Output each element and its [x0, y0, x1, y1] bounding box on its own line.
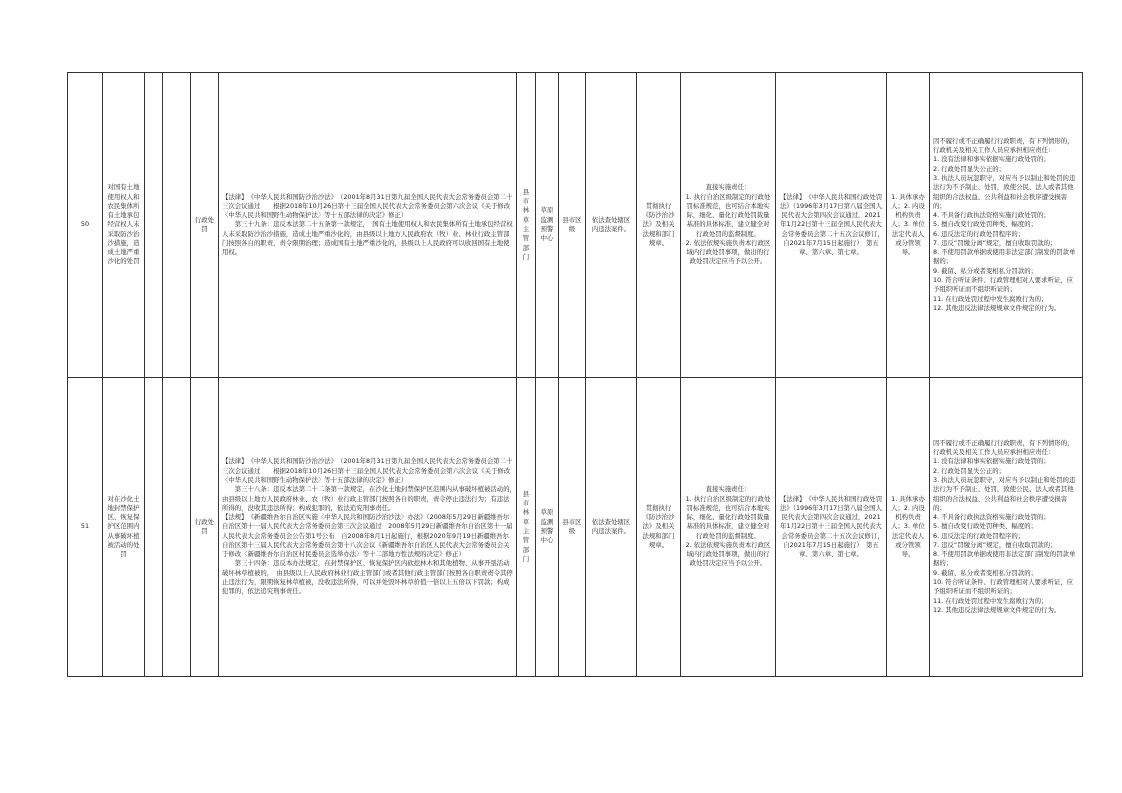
liability-line: 2. 行政处罚显失公正的； [933, 164, 1006, 173]
liability-line: 5. 擅自改变行政处罚种类、幅度的； [933, 220, 1037, 229]
responsible-dept: 县市林草主管部门 [517, 73, 536, 378]
table-row [68, 73, 1083, 378]
scope: 依法查处辖区内违法案件。 [586, 378, 637, 677]
liability-line: 7. 违反“罚缴分离”规定，擅自收取罚款的； [933, 540, 1057, 549]
row-number: 50 [68, 73, 103, 378]
penalty-law-basis: 【法律】 《中华人民共和国行政处罚法》（1996年3月17日第八届全国人民代表大会第四次会议通过，2021年1月22日第十三届全国人民代表大会常务委员会第二十五次会议修订， 自2021年7月15日起施行） 第五章、第六章、第七章。 [776, 73, 887, 378]
law-paragraph: 【法律】 《中华人民共和国防沙治沙法》 （2001年8月31日第九届全国人民代表大会常务委员会第二十三次会议通过 根据2018年10月26日第十三届全国人民代表大会常务委员会第六次会议《关于修改〈中华人民共和国野生动物保护法〉等十五部法律的决定》修正） [222, 457, 513, 484]
responsible-subject: 1. 具体承办人；2. 内设机构负责人；3. 单位法定代表人或分管领导。 [887, 73, 930, 378]
liability-line: 因不履行或不正确履行行政职责，有下列情形的，行政机关及相关工作人员应承担相应责任： [933, 136, 1074, 155]
liability-line: 4. 不具备行政执法资格实施行政处罚的； [933, 211, 1050, 220]
level: 县市区级 [559, 378, 586, 677]
law-paragraph: 【法律】 《中华人民共和国防沙治沙法》 （2001年8月31日第九届全国人民代表大会常务委员会第二十三次会议通过 根据2018年10月26日第十三届全国人民代表大会常务委员会第六次会议《关于修改〈中华人民共和国野生动物保护法〉等十五部法律的决定》修正） [222, 192, 513, 220]
liability-line: 1. 没有法律和事实依据实施行政处罚的； [933, 155, 1050, 164]
liability-line: 6. 违反法定的行政处罚程序的； [933, 229, 1025, 238]
law-paragraph: 【法规】 《新疆维吾尔自治区实施〈中华人民共和国防沙治沙法〉办法》（2008年5月29日新疆维吾尔自治区第十一届人民代表大会常务委员会第三次会议通过 2008年5月29日新疆维吾尔自治区第十一届人民代表大会常务委员会公告第1号公布 自2008年8月1日起施行，根据2020年9月19日新疆维吾尔自治区第十三届人民代表大会常务委员会第十八次会议《新疆维吾尔自治区人民代表大会常务委员会关于修改〈新疆维吾尔自治区村民委员会选举办法〉等十二部地方性法规的决定》修正） [222, 513, 513, 559]
blank-cell [145, 378, 163, 677]
blank-cell [163, 73, 191, 378]
duty-line: 2. 依法依规实施负责本行政区域内行政处罚事项，做出的行政处罚决定应当予以公开。 [685, 540, 771, 568]
liability-line: 8. 不使用罚款单据或使用非法定部门制发的罚款单据的； [933, 550, 1076, 568]
penalty-law-basis: 【法律】 《中华人民共和国行政处罚法》（1996年3月17日第八届全国人民代表大会第四次会议通过，2021年1月22日第十三届全国人民代表大会常务委员会第二十五次会议修订， 自2021年7月15日起施行） 第五章、第六章、第七章。 [776, 378, 887, 677]
item-name: 对在沙化土地封禁保护区、恢复保护区范围内从事破坏植被活动的处罚 [103, 378, 145, 677]
duty-line: 1. 执行自治区级制定的行政处罚标准规范，也可结合本地实际，细化、量化行政处罚裁量基准的具体标准，建立健全对行政处罚的监督制度。 [685, 494, 771, 540]
scope: 依法查处辖区内违法案件。 [586, 73, 637, 378]
item-name: 对国有土地使用权人和农民集体所有土地承包经营权人未采取防沙治沙措施，造成土地严重沙化的处罚 [103, 73, 145, 378]
liability-line: 5. 擅自改变行政处罚种类、幅度的； [933, 522, 1037, 531]
row-number: 51 [68, 378, 103, 677]
liability-line: 4. 不具备行政执法资格实施行政处罚的； [933, 513, 1050, 522]
duty-line: 1. 执行自治区级制定的行政处罚标准规范，也可结合本地实际，细化、量化行政处罚裁量基准的具体标准，建立健全对行政处罚的监督制度。 [685, 192, 771, 238]
blank-cell [163, 378, 191, 677]
liability-line: 7. 违反“罚缴分离”规定，擅自收取罚款的； [933, 238, 1057, 247]
duty-line: 直接实施责任： [705, 183, 751, 192]
liability-line: 10. 符合听证条件、行政管理相对人要求听证，应予组织听证而不组织听证的； [933, 276, 1074, 294]
implementing-unit: 草原监测预警中心 [536, 378, 559, 677]
liability-line: 11. 在行政处罚过程中发生腐败行为的； [933, 294, 1048, 303]
law-paragraph: 第三十九条：违反本法第二十五条第一款规定， 国有土地使用权人和农民集体所有土地承包经营权人未采取防沙治沙措施，造成土地严重沙化的，由县级以上地方人民政府农（牧）业、林业行政主管部门按照各自的职责，责令限期治理；造成国有土地严重沙化的，县级以上人民政府可以收回国有土地使用权。 [222, 220, 513, 257]
blank-cell [145, 73, 163, 378]
duty-line: 直接实施责任： [705, 485, 751, 494]
liability-line: 3. 执法人员玩忽职守，对应当予以制止和处罚的违法行为不予制止、处罚，致使公民、法人或者其他组织的合法权益、公共利益和社会秩序遭受损害的； [933, 475, 1076, 512]
level: 县市区级 [559, 73, 586, 378]
liability-line: 10. 符合听证条件、行政管理相对人要求听证，应予组织听证而不组织听证的； [933, 578, 1074, 596]
responsible-dept: 县市林草主管部门 [517, 378, 536, 677]
liability-line: 因不履行或不正确履行行政职责，有下列情形的，行政机关及相关工作人员应承担相应责任： [933, 438, 1074, 457]
responsible-subject: 1. 具体承办人；2. 内设机构负责人；3. 单位法定代表人或分管领导。 [887, 378, 930, 677]
liability-line: 12. 其他违反法律法规规章文件规定的行为。 [933, 605, 1061, 614]
item-type: 行政处罚 [191, 378, 219, 677]
law-paragraph: 第三十八条：违反本法第二十二条第一款规定，在沙化土地封禁保护区范围内从事破坏植被活动的， 由县级以上地方人民政府林业、农（牧）业行政主管部门按照各自的职责，责令停止违法行为；有违法所得的，没收其违法所得；构成犯罪的，依法追究刑事责任。 [222, 485, 520, 512]
liability-line: 3. 执法人员玩忽职守，对应当予以制止和处罚的违法行为不予制止、处罚，致使公民、法人或者其他组织的合法权益、公共利益和社会秩序遭受损害的； [933, 173, 1076, 210]
liability-line: 8. 不使用罚款单据或使用非法定部门制发的罚款单据的； [933, 248, 1076, 266]
law-paragraph: 第三十四条：违反本办法规定，在封禁保护区、恢复保护区内砍挖林木和其他植物、从事开垦活动破坏林草植被的， 由县级以上人民政府林业行政主管部门或者其他行政主管部门按照各自职责责令其停止违法行为，限期恢复林草植被，没收违法所得，可以并处毁坏林草价值一倍以上五倍以下罚款；构成犯罪的，依法追究刑事责任。 [222, 559, 513, 596]
power-list-table [67, 72, 1083, 677]
legal-basis [219, 73, 517, 378]
duty-line: 2. 依法依规实施负责本行政区域内行政处罚事项，做出的行政处罚决定应当予以公开。 [685, 238, 771, 266]
execution: 贯彻执行《防沙治沙法》及相关法规和部门规章。 [637, 73, 681, 378]
legal-basis [219, 378, 520, 677]
liability-line: 9. 截留、私分或者变相私分罚款的； [933, 266, 1037, 275]
execution: 贯彻执行《防沙治沙法》及相关法规和部门规章。 [637, 378, 681, 677]
liability-line: 12. 其他违反法律法规规章文件规定的行为。 [933, 303, 1061, 312]
table-row [68, 378, 1083, 677]
liability-line: 1. 没有法律和事实依据实施行政处罚的； [933, 457, 1050, 466]
liability-cases [930, 378, 1083, 677]
duty-matters [681, 378, 776, 677]
implementing-unit: 草原监测预警中心 [536, 73, 559, 378]
liability-line: 6. 违反法定的行政处罚程序的； [933, 531, 1025, 540]
liability-line: 9. 截留、私分或者变相私分罚款的； [933, 568, 1037, 577]
item-type: 行政处罚 [191, 73, 219, 378]
liability-line: 2. 行政处罚显失公正的； [933, 466, 1006, 475]
duty-matters [681, 73, 776, 378]
liability-line: 11. 在行政处罚过程中发生腐败行为的； [933, 596, 1048, 605]
liability-cases [930, 73, 1083, 378]
